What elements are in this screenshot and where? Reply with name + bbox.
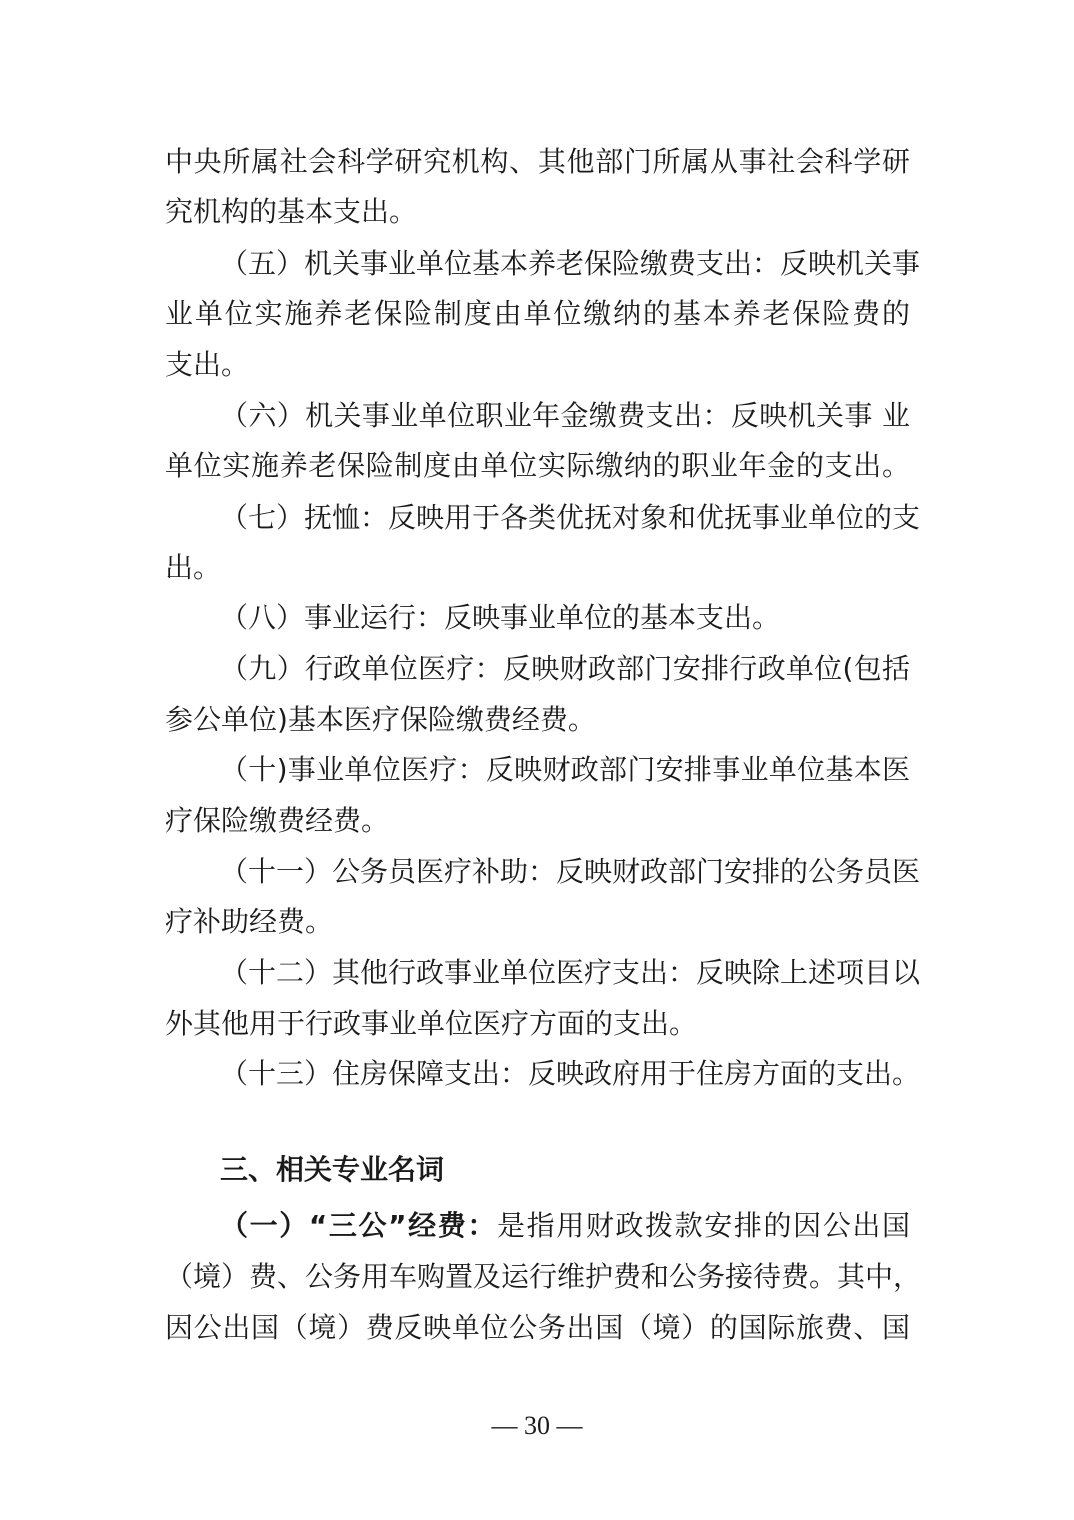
text-line: （十)事业单位医疗：反映财政部门安排事业单位基本医 (220, 753, 910, 786)
text-line: （九）行政单位医疗：反映财政部门安排行政单位(包括 (220, 652, 910, 685)
text-line: （八）事业运行：反映事业单位的基本支出。 (220, 601, 781, 634)
section-heading: 三、相关专业名词 (220, 1153, 445, 1186)
text-line: 究机构的基本支出。 (165, 195, 418, 228)
text-line: 中央所属社会科学研究机构、其他部门所属从事社会科学研 (165, 145, 910, 178)
text-line: （十二）其他行政事业单位医疗支出：反映除上述项目以 (220, 956, 921, 989)
text-line: 出。 (165, 551, 222, 584)
term-definition: 是指用财政拨款安排的因公出国 (496, 1209, 910, 1242)
page-number: — 30 — (491, 1411, 583, 1440)
text-line: （十三）住房保障支出：反映政府用于住房方面的支出。 (220, 1057, 921, 1090)
text-line: 疗保险缴费经费。 (165, 804, 390, 837)
term-label: （一）“三公”经费： (220, 1209, 497, 1242)
text-line: 业单位实施养老保险制度由单位缴纳的基本养老保险费的 (165, 297, 910, 330)
text-line: 因公出国（境）费反映单位公务出国（境）的国际旅费、国 (165, 1311, 910, 1344)
text-line: 疗补助经费。 (165, 905, 334, 938)
text-line (220, 1208, 910, 1244)
text-line: （七）抚恤：反映用于各类优抚对象和优抚事业单位的支 (220, 501, 921, 534)
text-line: 单位实施养老保险制度由单位实际缴纳的职业年金的支出。 (165, 449, 910, 482)
text-line: 参公单位)基本医疗保险缴费经费。 (165, 703, 596, 736)
text-line: 支出。 (165, 348, 250, 381)
text-line: 外其他用于行政事业单位医疗方面的支出。 (165, 1007, 698, 1040)
text-line: （五）机关事业单位基本养老保险缴费支出：反映机关事 (220, 247, 921, 280)
text-line: （十一）公务员医疗补助：反映财政部门安排的公务员医 (220, 855, 921, 888)
text-line: （六）机关事业单位职业年金缴费支出：反映机关事 业 (220, 399, 910, 432)
text-line: （境）费、公务用车购置及运行维护费和公务接待费。其中， (165, 1260, 922, 1293)
